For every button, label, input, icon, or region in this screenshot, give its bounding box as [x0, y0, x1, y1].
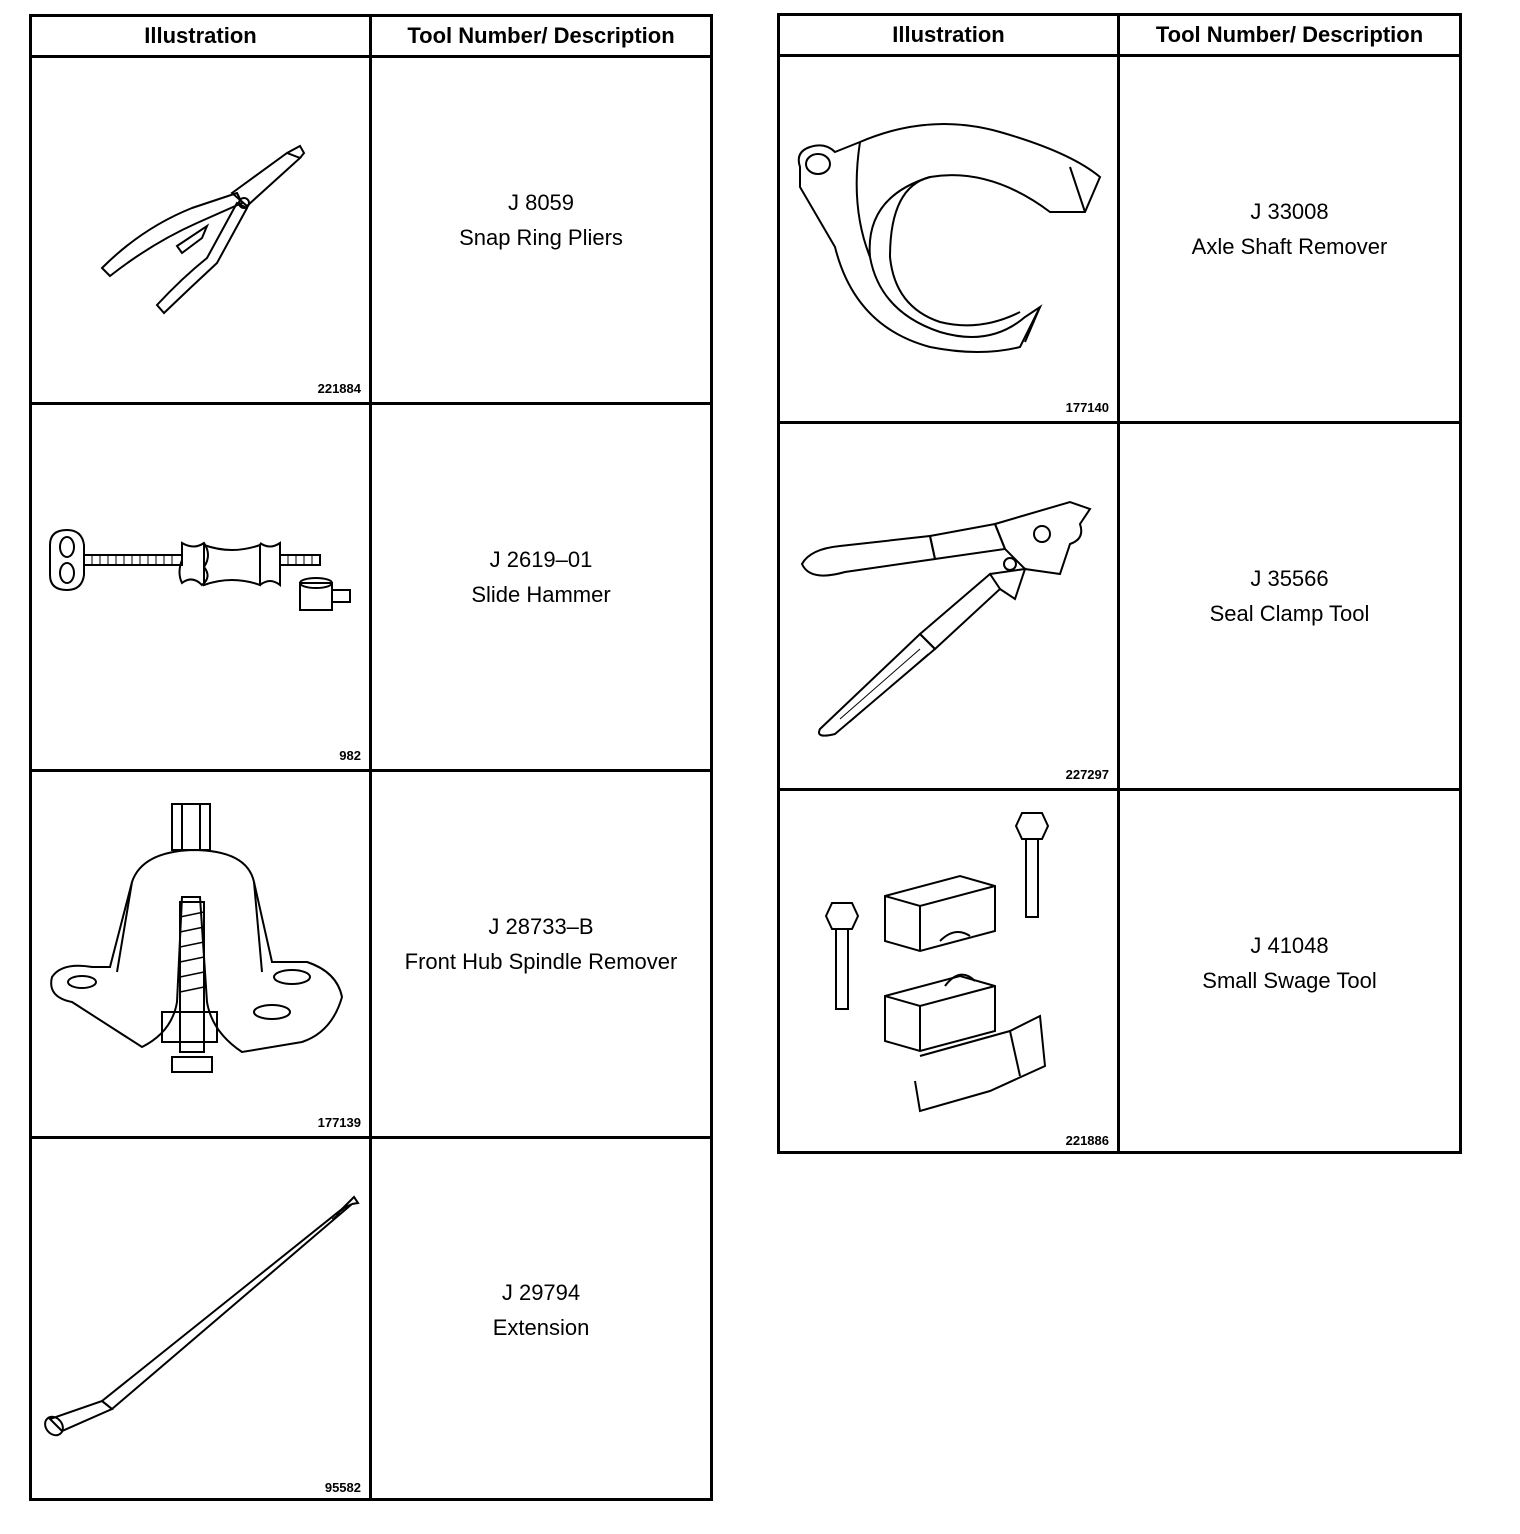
tool-name: Snap Ring Pliers: [459, 225, 623, 250]
right-tool-table: [777, 13, 1462, 1154]
figure-number: 982: [339, 748, 361, 763]
axle-shaft-remover-icon: [780, 57, 1117, 421]
table-row: [32, 772, 710, 1139]
table-header: [780, 16, 1459, 57]
tool-number: J 8059: [507, 190, 575, 215]
tool-description-cell: [372, 405, 710, 769]
table-row: [32, 1139, 710, 1501]
tool-description-cell: [372, 772, 710, 1136]
tool-number: J 35566: [1250, 566, 1329, 591]
extension-icon: [32, 1139, 369, 1498]
table-row: [780, 57, 1459, 424]
figure-number: 177139: [317, 1115, 361, 1130]
table-row: [32, 58, 710, 405]
tool-number: J 28733–B: [488, 914, 594, 939]
illustration-cell: [780, 57, 1120, 421]
table-header: [32, 17, 710, 58]
tool-name: Axle Shaft Remover: [1191, 234, 1388, 259]
figure-number: 227297: [1065, 767, 1109, 782]
tool-number: J 33008: [1250, 199, 1329, 224]
illustration-cell: [32, 405, 372, 769]
slide-hammer-icon: [32, 405, 369, 769]
tool-number: J 2619–01: [489, 547, 593, 572]
illustration-cell: [780, 424, 1120, 788]
swage-tool-icon: [780, 791, 1117, 1151]
tool-number: J 29794: [501, 1280, 581, 1305]
illustration-cell: [780, 791, 1120, 1154]
figure-number: 95582: [324, 1480, 361, 1495]
tool-description-cell: [372, 1139, 710, 1501]
table-row: [780, 791, 1459, 1154]
table-row: [780, 424, 1459, 791]
header-illustration: Illustration: [32, 17, 372, 55]
figure-number: 177140: [1065, 400, 1109, 415]
tool-name: Front Hub Spindle Remover: [404, 949, 678, 974]
spindle-remover-icon: [32, 772, 369, 1136]
illustration-cell: [32, 772, 372, 1136]
header-description: Tool Number/ Description: [1155, 22, 1424, 47]
tool-description-cell: [1120, 57, 1459, 421]
figure-number: 221884: [317, 381, 361, 396]
tool-name: Extension: [492, 1315, 590, 1340]
tool-name: Small Swage Tool: [1202, 967, 1377, 993]
tool-name: Slide Hammer: [471, 582, 611, 607]
header-illustration: Illustration: [780, 16, 1120, 54]
tool-number: J 41048: [1250, 932, 1329, 958]
snap-ring-pliers-icon: [32, 58, 369, 402]
illustration-cell: [32, 1139, 372, 1501]
table-row: [32, 405, 710, 772]
figure-number: 221886: [1065, 1133, 1109, 1148]
tool-name: Seal Clamp Tool: [1209, 601, 1370, 626]
header-description: Tool Number/ Description: [407, 23, 675, 48]
illustration-cell: [32, 58, 372, 402]
tool-description-cell: [1120, 791, 1459, 1154]
tool-description-cell: [372, 58, 710, 402]
left-tool-table: [29, 14, 713, 1501]
tool-description-cell: [1120, 424, 1459, 788]
seal-clamp-tool-icon: [780, 424, 1117, 788]
